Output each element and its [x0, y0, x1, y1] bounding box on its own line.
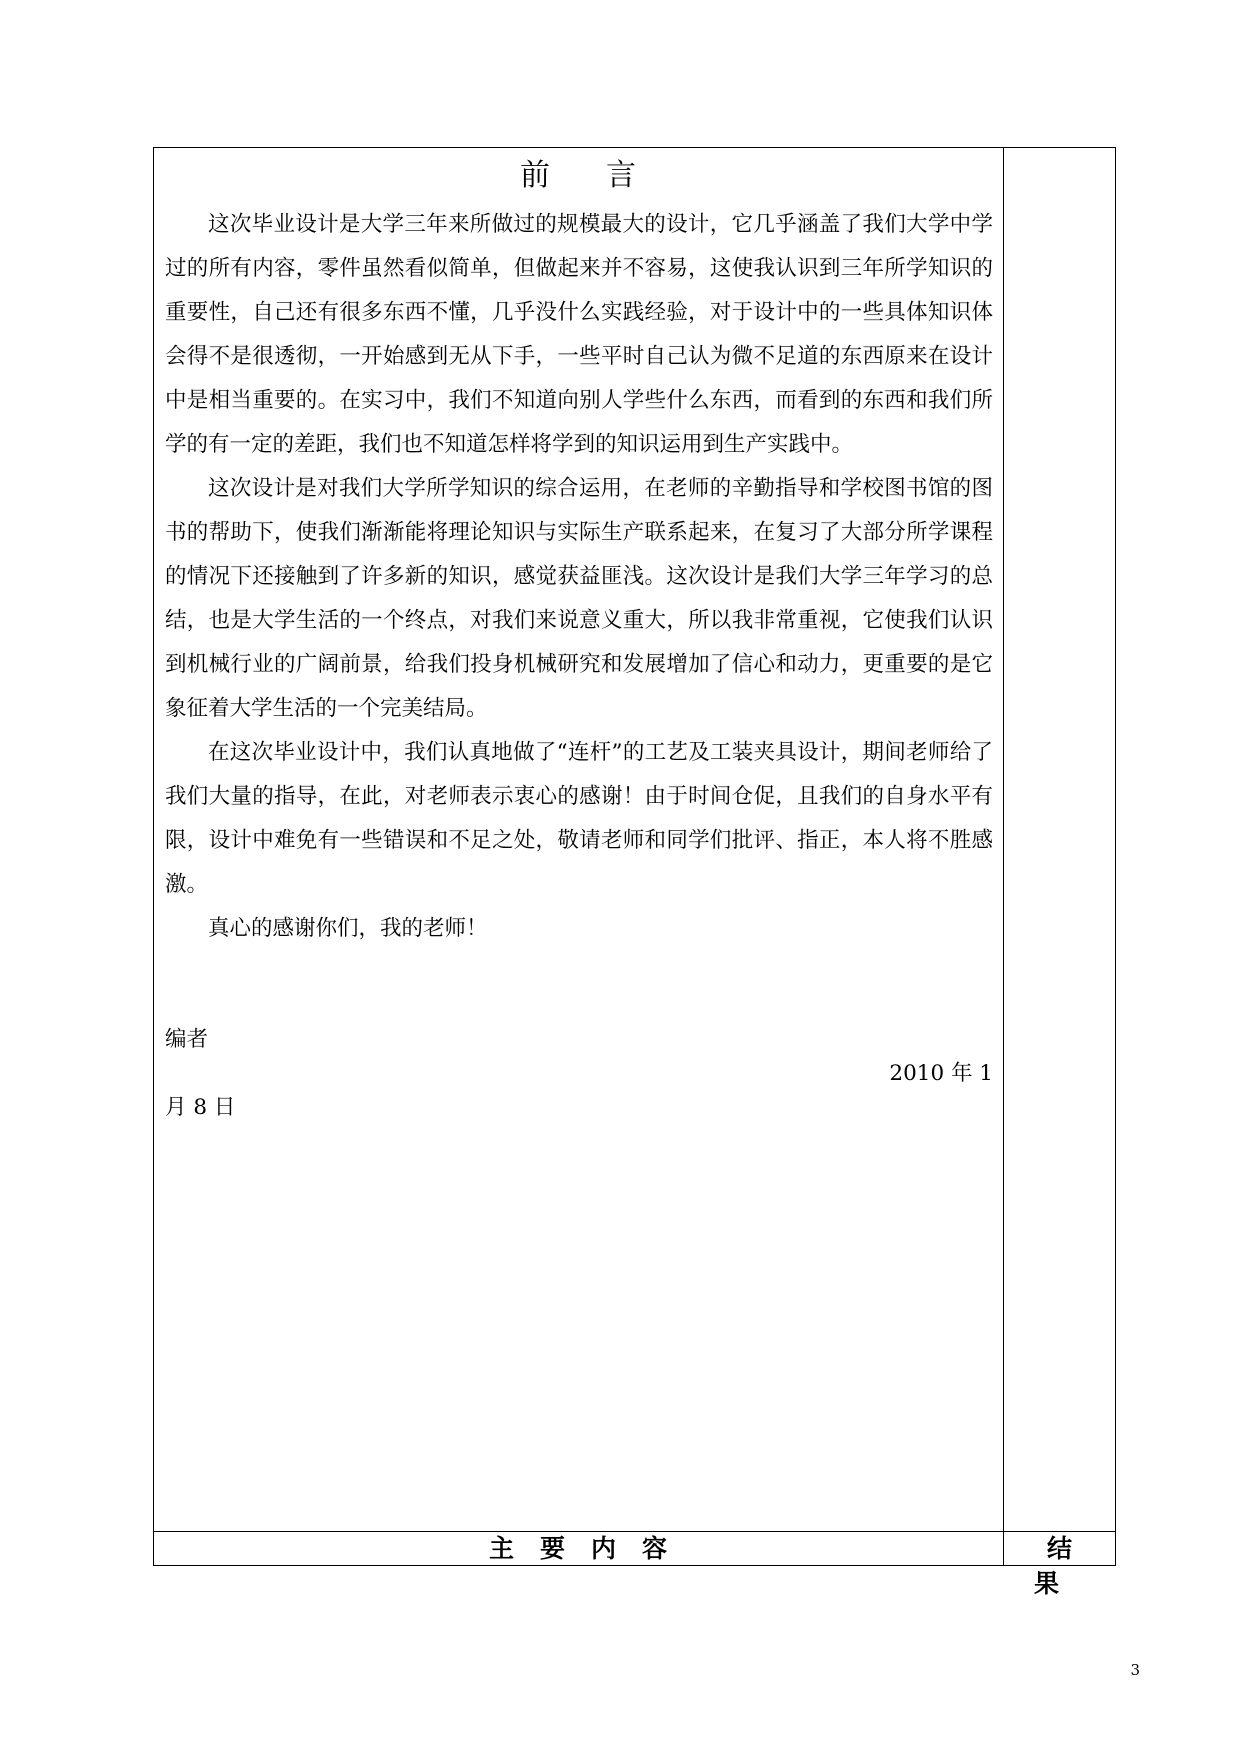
page-title: 前言 — [520, 158, 692, 193]
page-number: 3 — [1130, 1661, 1140, 1679]
footer-result-label: 结果 — [1033, 1534, 1098, 1598]
paragraph-4: 真心的感谢你们，我的老师！ — [208, 916, 488, 941]
signature-date-line2: 月 8 日 — [165, 1095, 236, 1120]
footer-main-content-label: 主要内容 — [488, 1534, 693, 1563]
paragraph-2: 这次设计是对我们大学所学知识的综合运用，在老师的辛勤指导和学校图书馆的图书的帮助下，使我们渐渐能将理论知识与实际生产联系起来，在复习了大部分所学课程的情况下还接触到了许多新的知识，感觉获益匪浅。这次设计是我们大学三年学习的总结，也是大学生活的一个终点，对我们来说意义重大，所以我非常重视，它使我们认识到机械行业的广阔前景，给我们投身机械研究和发展增加了信心和动力，更重要的是它象征着大学生活的一个完美结局。 — [165, 476, 993, 721]
table-column-divider — [1003, 147, 1004, 1566]
signature-author: 编者 — [165, 1027, 209, 1052]
signature-date-line1: 2010 年 1 — [889, 1061, 993, 1086]
paragraph-1: 这次毕业设计是大学三年来所做过的规模最大的设计，它几乎涵盖了我们大学中学过的所有内容，零件虽然看似简单，但做起来并不容易，这使我认识到三年所学知识的重要性，自己还有很多东西不懂，几乎没什么实践经验，对于设计中的一些具体知识体会得不是很透彻，一开始感到无从下手，一些平时自己认为微不足道的东西原来在设计中是相当重要的。在实习中，我们不知道向别人学些什么东西，而看到的东西和我们所学的有一定的差距，我们也不知道怎样将学到的知识运用到生产实践中。 — [165, 212, 993, 457]
paragraph-3: 在这次毕业设计中，我们认真地做了“连杆”的工艺及工装夹具设计，期间老师给了我们大量的指导，在此，对老师表示衷心的感谢！由于时间仓促，且我们的自身水平有限，设计中难免有一些错误和不足之处，敬请老师和同学们批评、指正，本人将不胜感激。 — [165, 740, 993, 897]
preface-body — [165, 203, 993, 951]
